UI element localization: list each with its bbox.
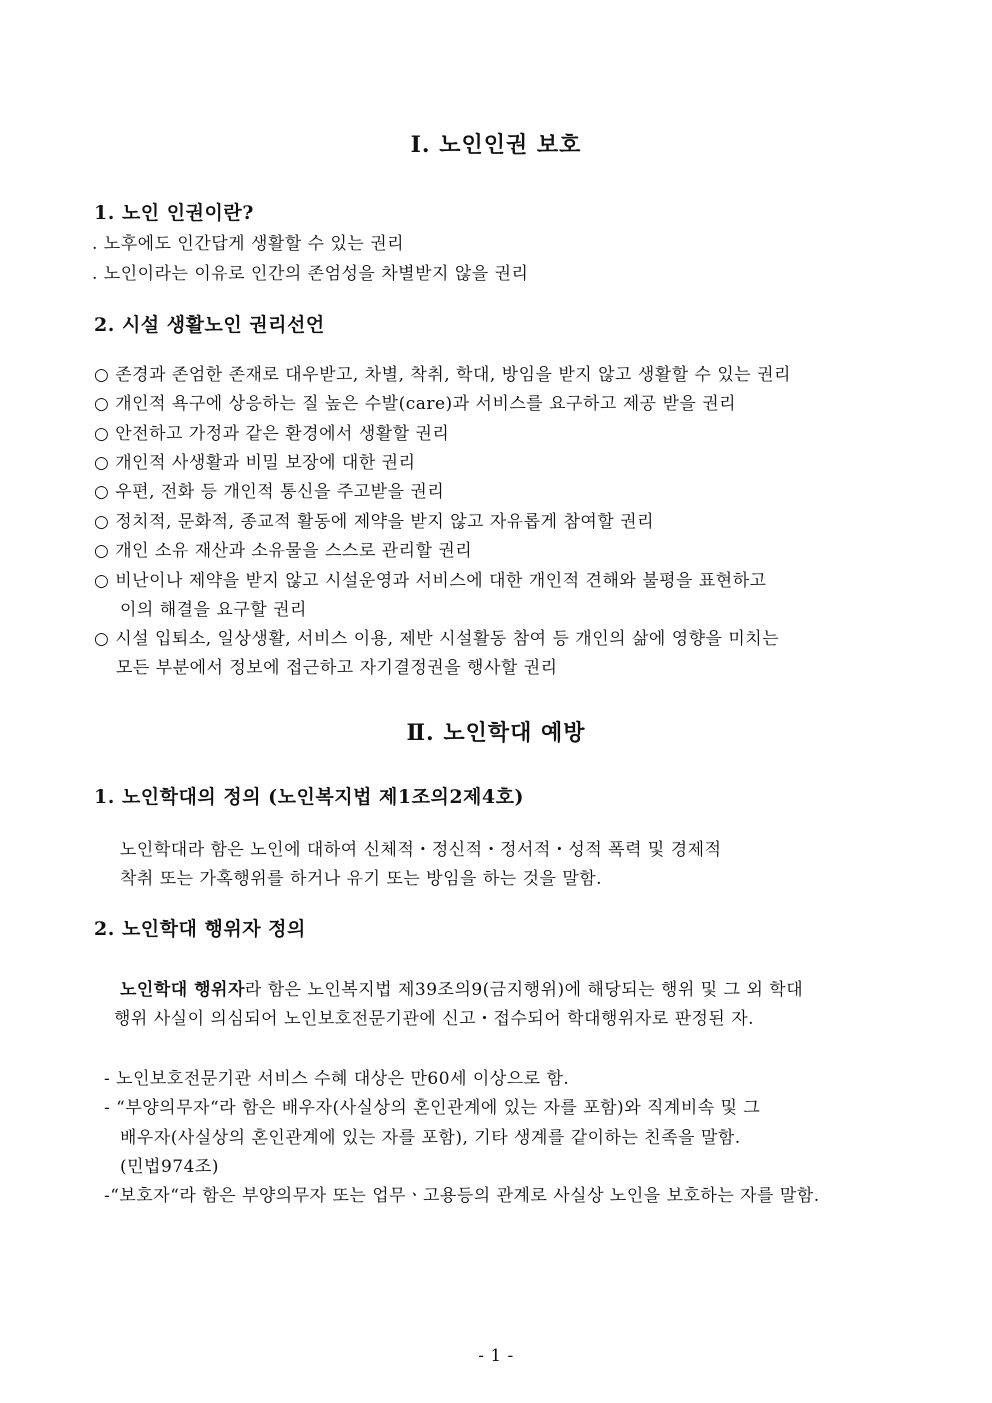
rights-item-8: ○ 비난이나 제약을 받지 않고 시설운영과 서비스에 대한 개인적 견해와 불평을 표현하고: [94, 571, 767, 591]
perpetrator-definition-line-2: 행위 사실이 의심되어 노인보호전문기관에 신고・접수되어 학대행위자로 판정된 자.: [114, 1009, 755, 1029]
rights-item-9-cont: 모든 부분에서 정보에 접근하고 자기결정권을 행사할 권리: [116, 658, 558, 678]
perpetrator-definition-rest: 라 함은 노인복지법 제39조의9(금지행위)에 해당되는 행위 및 그 외 학대: [244, 980, 804, 1000]
rights-item-5: ○ 우편, 전화 등 개인적 통신을 주고받을 권리: [94, 482, 445, 502]
rights-item-7: ○ 개인 소유 재산과 소유물을 스스로 관리할 권리: [94, 541, 473, 561]
section2-q2-heading: 2. 노인학대 행위자 정의: [94, 918, 306, 940]
note-2-citation: (민법974조): [120, 1157, 219, 1177]
section1-q2-heading: 2. 시설 생활노인 권리선언: [94, 314, 325, 336]
rights-item-9: ○ 시설 입퇴소, 일상생활, 서비스 이용, 제반 시설활동 참여 등 개인의 삶에 영향을 미치는: [94, 629, 780, 649]
rights-item-3: ○ 안전하고 가정과 같은 환경에서 생활할 권리: [94, 424, 450, 444]
note-3: -“보호자“라 함은 부양의무자 또는 업무ㆍ고용등의 관계로 사실상 노인을 보호하는 자를 말함.: [104, 1186, 820, 1206]
rights-item-6: ○ 정치적, 문화적, 종교적 활동에 제약을 받지 않고 자유롭게 참여할 권리: [94, 512, 654, 532]
abuse-definition-line-1: 노인학대라 함은 노인에 대하여 신체적・정신적・정서적・성적 폭력 및 경제적: [120, 840, 722, 860]
rights-item-4: ○ 개인적 사생활과 비밀 보장에 대한 권리: [94, 453, 416, 473]
note-2: - “부양의무자“라 함은 배우자(사실상의 혼인관계에 있는 자를 포함)와 직계비속 및 그: [104, 1098, 761, 1118]
perpetrator-term: 노인학대 행위자: [120, 980, 245, 1000]
section1-q1-line-1: . 노후에도 인간답게 생활할 수 있는 권리: [92, 234, 405, 254]
note-1: - 노인보호전문기관 서비스 수혜 대상은 만60세 이상으로 함.: [104, 1069, 570, 1089]
section1-q1-line-2: . 노인이라는 이유로 인간의 존엄성을 차별받지 않을 권리: [92, 264, 529, 284]
abuse-definition-line-2: 착취 또는 가혹행위를 하거나 유기 또는 방임을 하는 것을 말함.: [120, 869, 603, 889]
section1-title: Ⅰ. 노인인권 보호: [410, 132, 582, 158]
note-2-cont: 배우자(사실상의 혼인관계에 있는 자를 포함), 기타 생계를 같이하는 친족을 말함.: [120, 1128, 741, 1148]
page-number: - 1 -: [478, 1346, 514, 1366]
section2-title: Ⅱ. 노인학대 예방: [406, 720, 586, 746]
perpetrator-definition-line-1: [120, 975, 803, 1000]
rights-item-2: ○ 개인적 욕구에 상응하는 질 높은 수발(care)과 서비스를 요구하고 제공 받을 권리: [94, 394, 737, 414]
section1-q1-heading: 1. 노인 인권이란?: [94, 202, 254, 224]
section2-q1-heading: 1. 노인학대의 정의 (노인복지법 제1조의2제4호): [94, 786, 524, 808]
rights-item-1: ○ 존경과 존엄한 존재로 대우받고, 차별, 착취, 학대, 방임을 받지 않고 생활할 수 있는 권리: [94, 365, 791, 385]
rights-item-8-cont: 이의 해결을 요구할 권리: [120, 600, 307, 620]
